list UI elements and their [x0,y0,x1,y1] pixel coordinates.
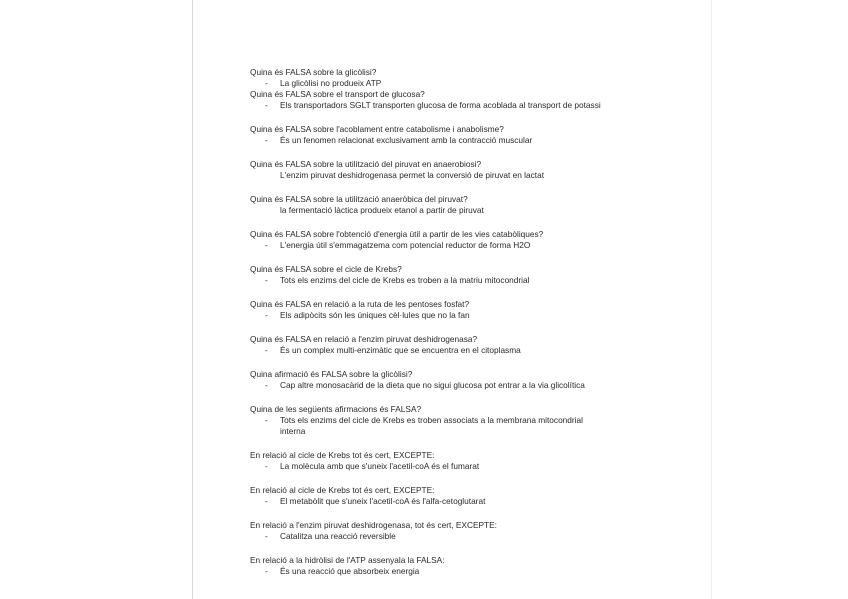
spacer [250,251,610,264]
question-text: Quina és FALSA en relació a l'enzim piruvat deshidrogenasa? [250,334,478,344]
answer-text: Cap altre monosacàrid de la dieta que no sigui glucosa pot entrar a la via glicolítica [280,380,585,390]
question-block [250,404,610,437]
answer-text: Els transportadors SGLT transporten glucosa de forma acoblada al transport de potassi [280,100,601,110]
spacer [250,391,610,404]
bullet-dash: - [265,100,268,110]
question-text: Quina és FALSA sobre l'obtenció d'energia útil a partir de les vies catabòliques? [250,229,544,239]
question-text: Quina és FALSA sobre el transport de glucosa? [250,89,425,99]
question-block [250,194,610,216]
answer-text: La molècula amb que s'uneix l'acetil-coA és el fumarat [280,461,480,471]
bullet-dash: - [265,275,268,285]
bullet-dash: - [265,415,268,425]
bullet-dash: - [265,310,268,320]
answer-text: És un complex multi-enzimàtic que se encuentra en el citoplasma [280,345,521,355]
question-block [250,555,610,577]
answer-row [250,415,610,437]
page-right-border [711,0,712,599]
answer-text: Els adipòcits són les úniques cèl·lules que no la fan [280,310,470,320]
answer-row [250,275,610,286]
question-block [250,264,610,286]
question-block [250,485,610,507]
question-block [250,229,610,251]
question-text: En relació a l'enzim piruvat deshidrogenasa, tot és cert, EXCEPTE: [250,520,497,530]
question-text: Quina de les següents afirmacions és FALSA? [250,404,422,414]
answer-row [250,310,610,321]
question-block [250,520,610,542]
question-text: Quina afirmació és FALSA sobre la glicòlisi? [250,369,413,379]
bullet-dash: - [265,566,268,576]
question-block [250,67,610,89]
answer-text: L'enzim piruvat deshidrogenasa permet la conversió de piruvat en lactat [280,170,545,180]
answer-text: Tots els enzims del cicle de Krebs es troben associats a la membrana mitocondrial interna [280,415,583,436]
spacer [250,321,610,334]
spacer [250,146,610,159]
spacer [250,437,610,450]
bullet-dash: - [265,78,268,88]
question-text: En relació al cicle de Krebs tot és cert, EXCEPTE: [250,450,435,460]
spacer [250,356,610,369]
answer-text: L'energia útil s'emmagatzema com potencial reductor de forma H2O [280,240,531,250]
spacer [250,507,610,520]
question-text: En relació al cicle de Krebs tot és cert, EXCEPTE: [250,485,435,495]
question-text: En relació a la hidròlisi de l'ATP assenyala la FALSA: [250,555,445,565]
bullet-dash: - [265,240,268,250]
question-text: Quina és FALSA en relació a la ruta de les pentoses fosfat? [250,299,470,309]
bullet-dash: - [265,496,268,506]
answer-row [250,496,610,507]
answer-row [250,461,610,472]
answer-text: la fermentació làctica produeix etanol a partir de piruvat [280,205,484,215]
answer-text: Catalitza una reacció reversible [280,531,396,541]
question-block [250,369,610,391]
question-block [250,450,610,472]
question-text: Quina és FALSA sobre l'acoblament entre catabolisme i anabolisme? [250,124,504,134]
spacer [250,181,610,194]
bullet-dash: - [265,461,268,471]
answer-row [250,100,610,111]
answer-text: El metabòlit que s'uneix l'acetil-coA és l'alfa-cetoglutarat [280,496,486,506]
answer-row [250,78,610,89]
answer-text: És un fenomen relacionat exclusivament amb la contracció muscular [280,135,533,145]
question-block [250,299,610,321]
document-body [250,67,610,577]
page-left-border [192,0,193,599]
answer-row [250,345,610,356]
question-block [250,89,610,111]
answer-row [250,170,610,181]
answer-row [250,205,610,216]
answer-row [250,380,610,391]
question-text: Quina és FALSA sobre el cicle de Krebs? [250,264,402,274]
answer-row [250,240,610,251]
question-text: Quina és FALSA sobre la glicòlisi? [250,67,377,77]
spacer [250,542,610,555]
answer-text: La glicòlisi no produeix ATP [280,78,382,88]
spacer [250,286,610,299]
answer-text: Tots els enzims del cicle de Krebs es troben a la matriu mitocondrial [280,275,530,285]
spacer [250,472,610,485]
bullet-dash: - [265,380,268,390]
answer-row [250,531,610,542]
spacer [250,216,610,229]
answer-text: És una reacció que absorbeix energia [280,566,420,576]
question-block [250,334,610,356]
answer-row [250,566,610,577]
bullet-dash: - [265,135,268,145]
bullet-dash: - [265,531,268,541]
answer-row [250,135,610,146]
bullet-dash: - [265,345,268,355]
spacer [250,111,610,124]
question-text: Quina és FALSA sobre la utilització del piruvat en anaerobiosi? [250,159,482,169]
question-block [250,159,610,181]
question-block [250,124,610,146]
question-text: Quina és FALSA sobre la utilització anaeròbica del piruvat? [250,194,468,204]
